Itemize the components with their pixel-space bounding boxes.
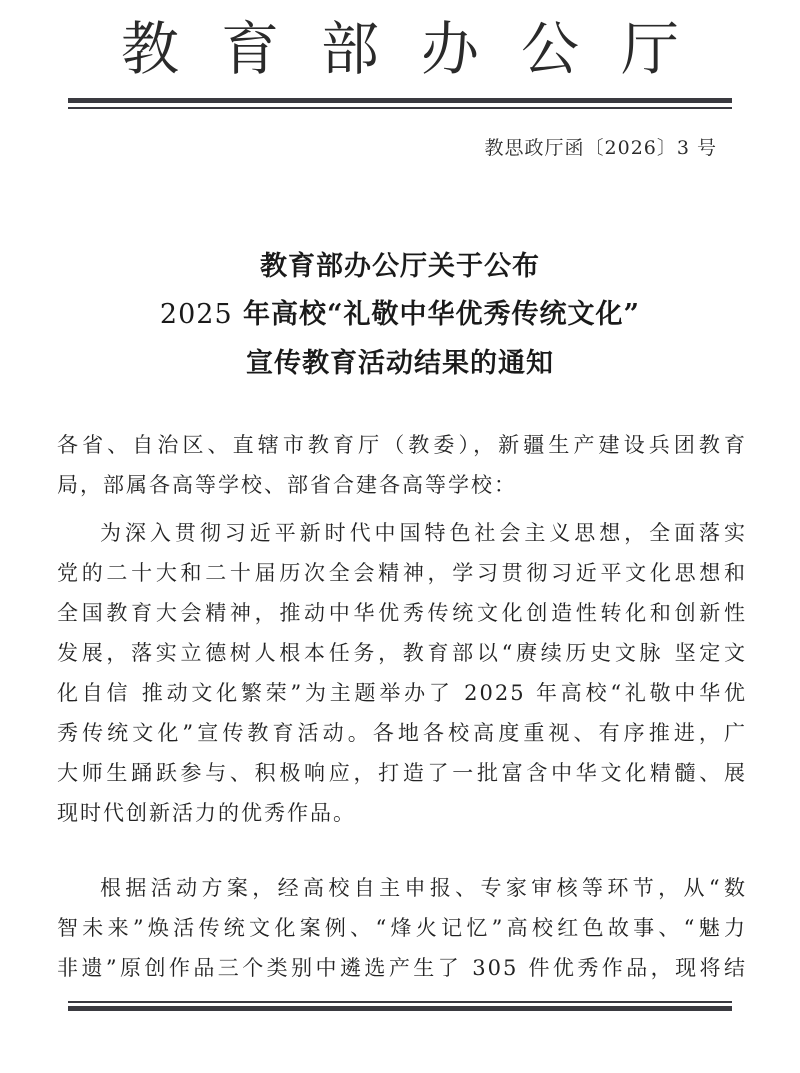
paragraph-line: 智未来”焕活传统文化案例、“烽火记忆”高校红色故事、“魅力 xyxy=(57,916,747,940)
addressee-line: 各省、自治区、直辖市教育厅（教委），新疆生产建设兵团教育 xyxy=(57,433,747,457)
paragraph-1 xyxy=(57,513,747,833)
paragraph-line: 发展，落实立德树人根本任务，教育部以“赓续历史文脉 坚定文 xyxy=(57,641,747,665)
paragraph-line: 化自信 推动文化繁荣”为主题举办了 2025 年高校“礼敬中华优 xyxy=(57,681,747,705)
paragraph-line: 根据活动方案，经高校自主申报、专家审核等环节，从“数 xyxy=(100,876,747,900)
paragraph-line: 全国教育大会精神，推动中华优秀传统文化创造性转化和创新性 xyxy=(57,601,747,625)
title-line-2-text: 年高校“礼敬中华优秀传统文化” xyxy=(232,299,641,330)
title-year: 2025 xyxy=(159,299,233,330)
title-line-2 xyxy=(0,295,800,335)
paragraph-line: 现时代创新活力的优秀作品。 xyxy=(57,801,356,825)
header-thick-rule xyxy=(68,98,732,103)
footer-thick-rule xyxy=(68,1006,732,1011)
paragraph-line: 大师生踊跃参与、积极响应，打造了一批富含中华文化精髓、展 xyxy=(57,761,747,785)
paragraph-line: 秀传统文化”宣传教育活动。各地各校高度重视、有序推进，广 xyxy=(57,721,747,745)
paragraph-line: 非遗”原创作品三个类别中遴选产生了 305 件优秀作品，现将结 xyxy=(57,956,747,980)
paragraph-line: 为深入贯彻习近平新时代中国特色社会主义思想，全面落实 xyxy=(100,521,747,545)
header-thin-rule xyxy=(68,107,732,109)
document-number: 教思政厅函〔2026〕3 号 xyxy=(484,137,717,159)
title-line-1: 教育部办公厅关于公布 xyxy=(260,251,540,282)
paragraph-line: 党的二十大和二十届历次全会精神，学习贯彻习近平文化思想和 xyxy=(57,561,747,585)
footer-thin-rule xyxy=(68,1001,732,1003)
title-line-3: 宣传教育活动结果的通知 xyxy=(246,348,554,379)
paragraph-2 xyxy=(57,868,747,988)
addressee-block xyxy=(57,425,747,505)
addressee-line: 局，部属各高等学校、部省合建各高等学校： xyxy=(57,473,517,497)
issuer-masthead: 教育部办公厅 xyxy=(120,15,721,83)
